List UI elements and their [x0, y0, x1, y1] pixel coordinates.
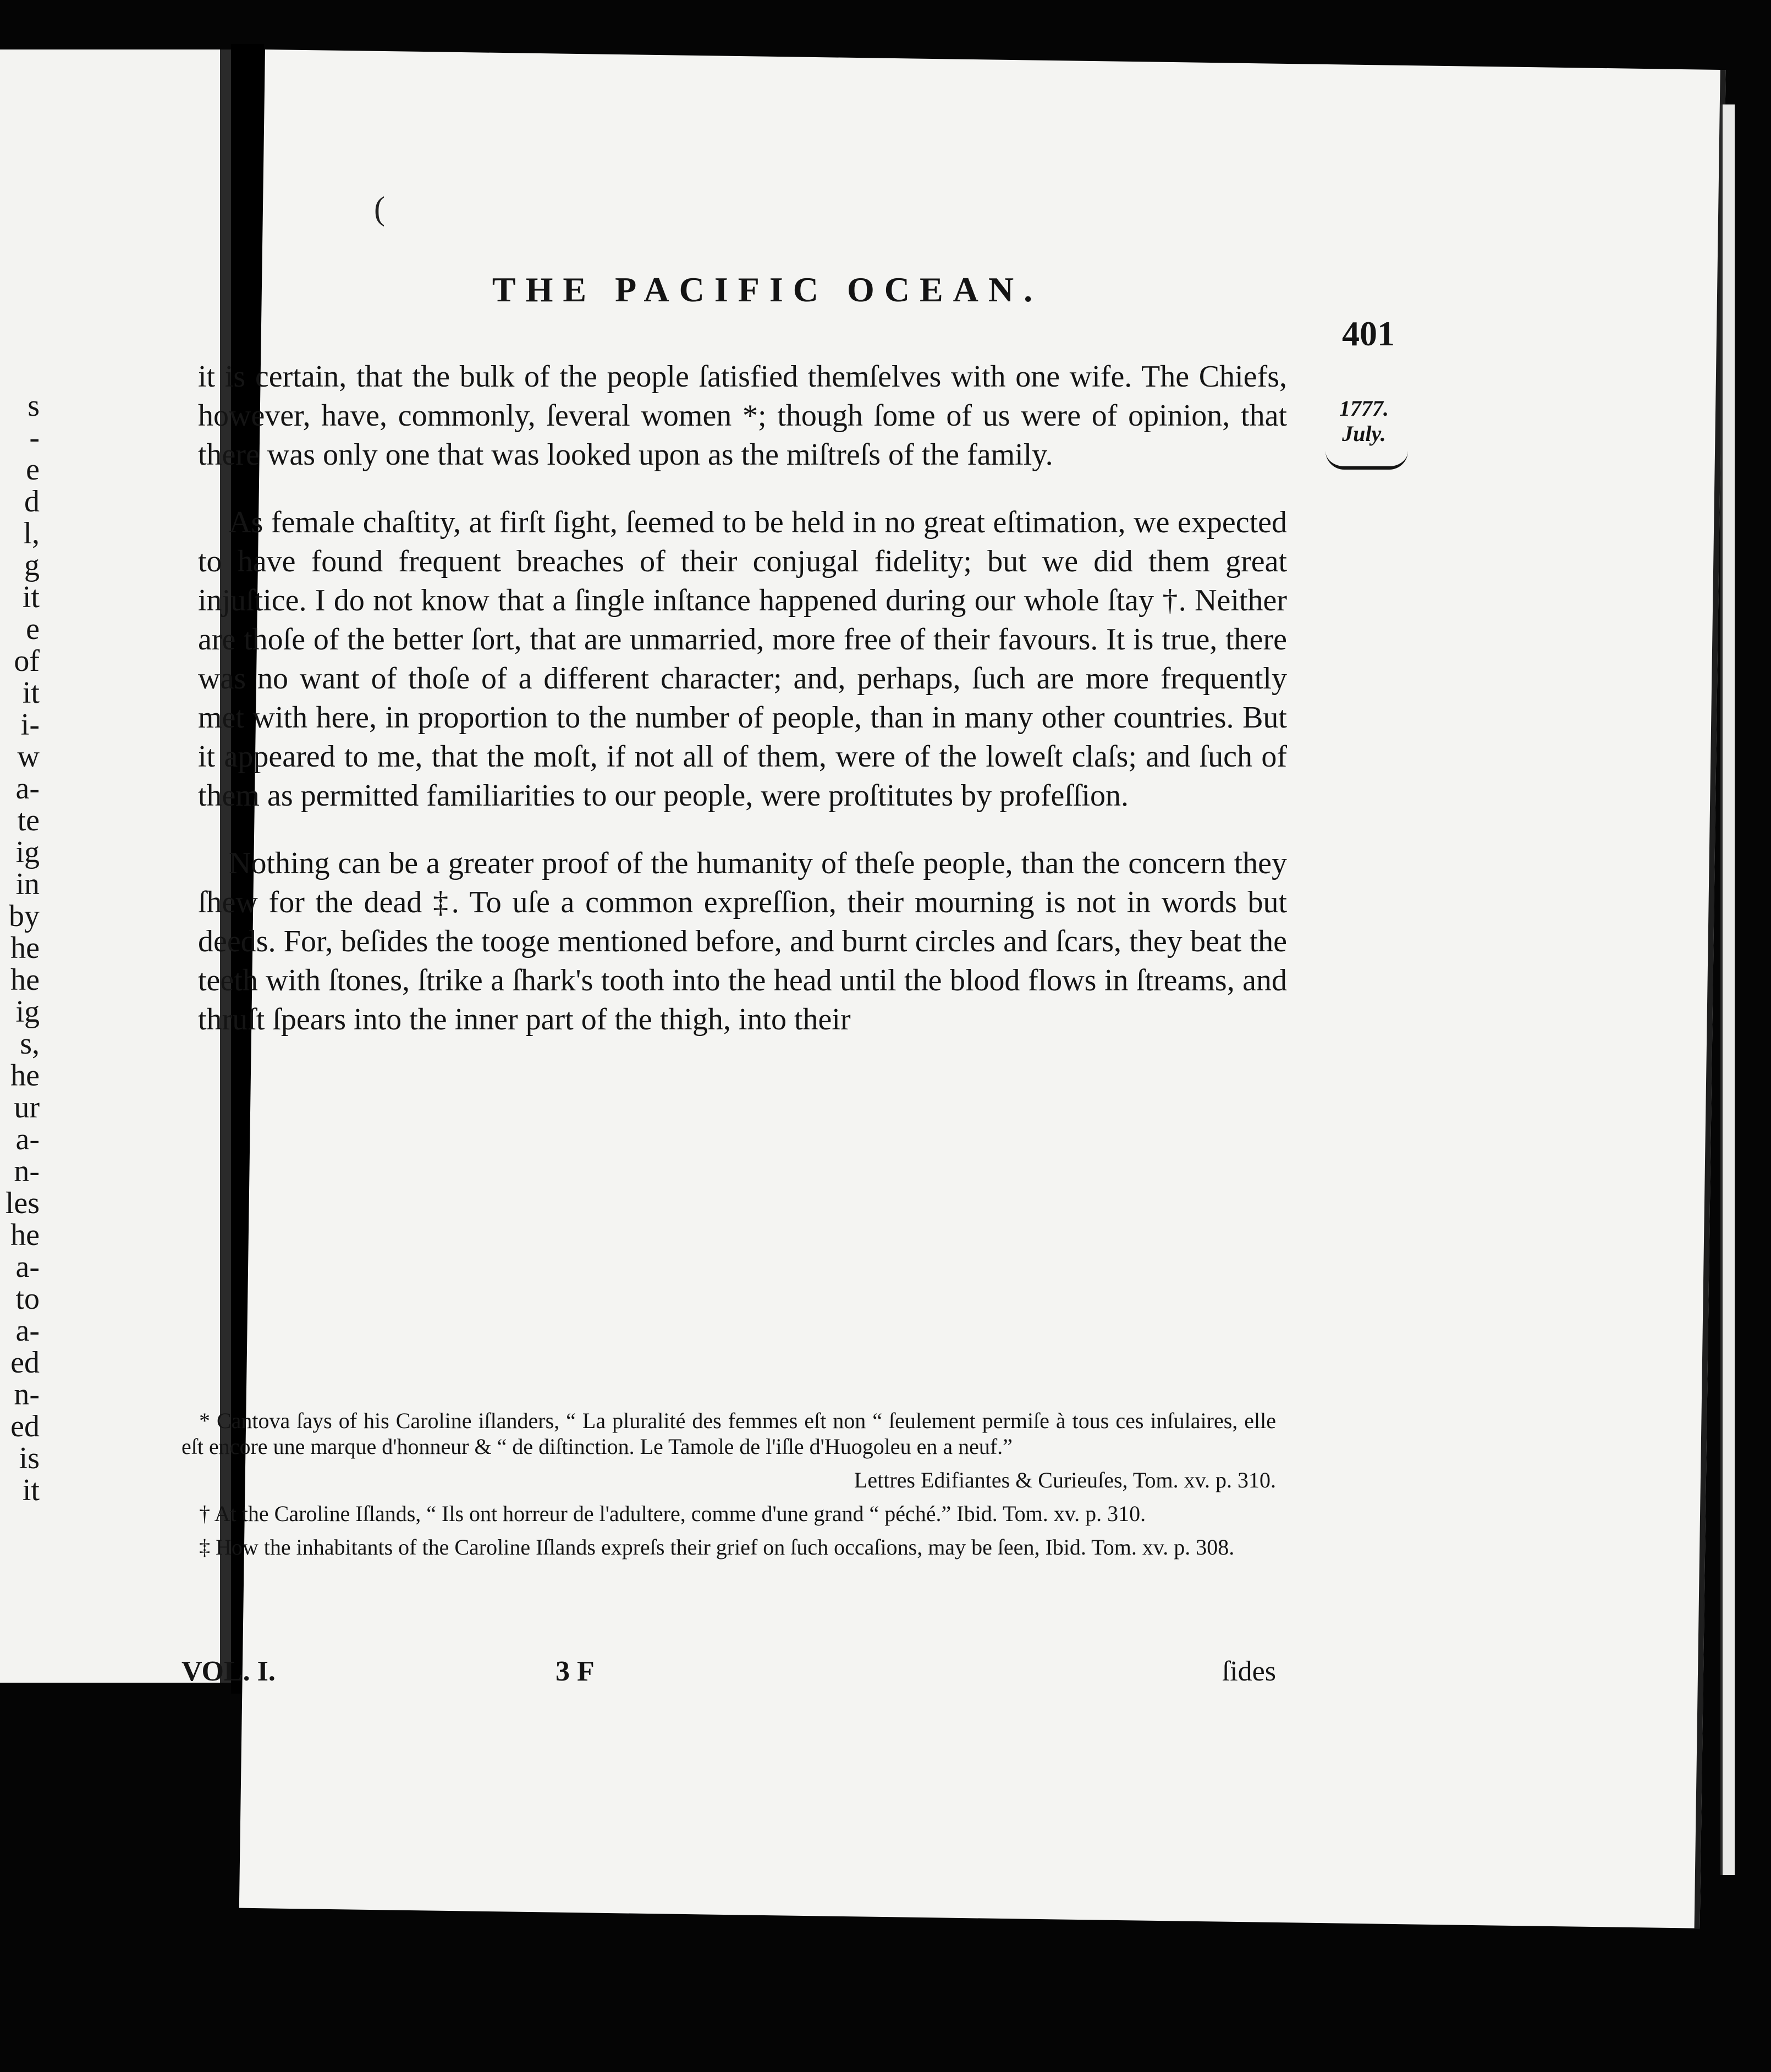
- facing-page-fragment: a-: [15, 1314, 40, 1348]
- facing-page-fragment: e: [26, 612, 40, 646]
- margin-speck-mark: (: [374, 190, 385, 227]
- facing-page-fragment: n-: [14, 1377, 40, 1412]
- facing-page-fragment: ed: [10, 1409, 40, 1443]
- facing-page-fragment: it: [22, 580, 40, 614]
- catchword: ſides: [1222, 1656, 1276, 1687]
- margin-date-month: July.: [1342, 421, 1386, 446]
- facing-page-fragment: te: [17, 803, 40, 837]
- running-title: THE PACIFIC OCEAN.: [492, 270, 1043, 309]
- facing-page-fragment: he: [10, 963, 40, 997]
- facing-page-fragment: he: [10, 1218, 40, 1252]
- facing-page-fragment: in: [15, 867, 40, 901]
- page-number: 401: [1342, 314, 1395, 353]
- footnote-2: † At the Caroline Iſlands, “ Ils ont horreur de l'adultere, comme d'une grand “ péché.” Ibid. Tom. xv. p. 310.: [199, 1501, 1146, 1526]
- paragraph-2: As female chaſtity, at firſt ſight, ſeemed to be held in no great eſtimation, we expected to have found frequent breaches of their conjugal fidelity; but we did them great injuſtice. I do not know that a ſingle inſtance happened during our whole ſtay †. Neither are thoſe of the better ſort, that are unmarried, more free of their favours. It is true, there was no want of thoſe of a different character; and, perhaps, ſuch are more frequently met with here, in proportion to the number of people, than in many other countries. But it appeared to me, that the moſt, if not all of them, were of the loweſt claſs; and ſuch of them as permitted familiarities to our people, were proſtitutes by profeſſion.: [198, 505, 1287, 813]
- facing-page-fragment: les: [5, 1186, 40, 1220]
- facing-page-fragment: it: [22, 1473, 40, 1507]
- facing-page-fragment: a-: [15, 1250, 40, 1284]
- signature-mark: 3 F: [556, 1656, 595, 1687]
- facing-page-fragment: by: [9, 899, 40, 933]
- facing-page-fragment: a-: [15, 772, 40, 806]
- paragraph-3: Nothing can be a greater proof of the humanity of theſe people, than the concern they ſhew for the dead ‡. To uſe a common expreſſion, their mourning is not in words but deeds. For, beſides the tooge mentioned before, and burnt circles and ſcars, they beat the teeth with ſtones, ſtrike a ſhark's tooth into the head until the blood flows in ſtreams, and thruſt ſpears into the inner part of the thigh, into their: [198, 846, 1287, 1037]
- facing-page-fragment: it: [22, 676, 40, 710]
- margin-brace: [1326, 451, 1408, 470]
- facing-page-fragment: ig: [15, 995, 40, 1029]
- facing-page-fragment: ur: [14, 1090, 40, 1125]
- facing-page-fragment: ig: [15, 835, 40, 869]
- facing-page-fragment: he: [10, 1059, 40, 1093]
- facing-page-fragment: of: [14, 644, 40, 678]
- footnote-1: * Cantova ſays of his Caroline iſlanders, “ La pluralité des femmes eſt non “ ſeulement permiſe à tous ces inſulaires, elle eſt encore une marque d'honneur & “ de diſtinction. Le Tamole de l'iſle d'Huogoleu en a neuf.”: [182, 1408, 1276, 1459]
- facing-page-fragment: w: [17, 740, 40, 774]
- facing-page-text-fragments: [0, 49, 44, 1683]
- facing-page-fragment: he: [10, 931, 40, 965]
- facing-page-fragment: s: [28, 389, 40, 423]
- facing-page-fragment: is: [19, 1441, 40, 1475]
- page-edge: [1720, 104, 1735, 1875]
- footnote-3: ‡ How the inhabitants of the Caroline Iſlands expreſs their grief on ſuch occaſions, may be ſeen, Ibid. Tom. xv. p. 308.: [199, 1535, 1235, 1559]
- facing-page-fragment: a-: [15, 1122, 40, 1156]
- facing-page-fragment: g: [24, 548, 40, 582]
- volume-label: VOL. I.: [182, 1656, 276, 1687]
- facing-page-fragment: -: [29, 421, 40, 455]
- facing-page-fragment: l,: [23, 516, 40, 550]
- facing-page-fragment: ed: [10, 1346, 40, 1380]
- body-text: [198, 357, 1287, 1068]
- facing-page-fragment: e: [26, 453, 40, 487]
- facing-page-fragment: to: [15, 1282, 40, 1316]
- facing-page-fragment: n-: [14, 1154, 40, 1188]
- footnotes: [182, 1408, 1276, 1568]
- paragraph-1: it is certain, that the bulk of the people ſatisfied themſelves with one wife. The Chiefs, however, have, commonly, ſeveral women *; though ſome of us were of opinion, that there was only one that was looked upon as the miſtreſs of the family.: [198, 360, 1287, 472]
- footnote-1-citation: Lettres Edifiantes & Curieuſes, Tom. xv. p. 310.: [854, 1468, 1276, 1492]
- facing-page-fragment: i-: [20, 708, 40, 742]
- margin-date-year: 1777.: [1339, 396, 1389, 421]
- facing-page-fragment: s,: [20, 1027, 40, 1061]
- margin-date-note: [1314, 396, 1414, 447]
- facing-page-fragment: d: [24, 484, 40, 519]
